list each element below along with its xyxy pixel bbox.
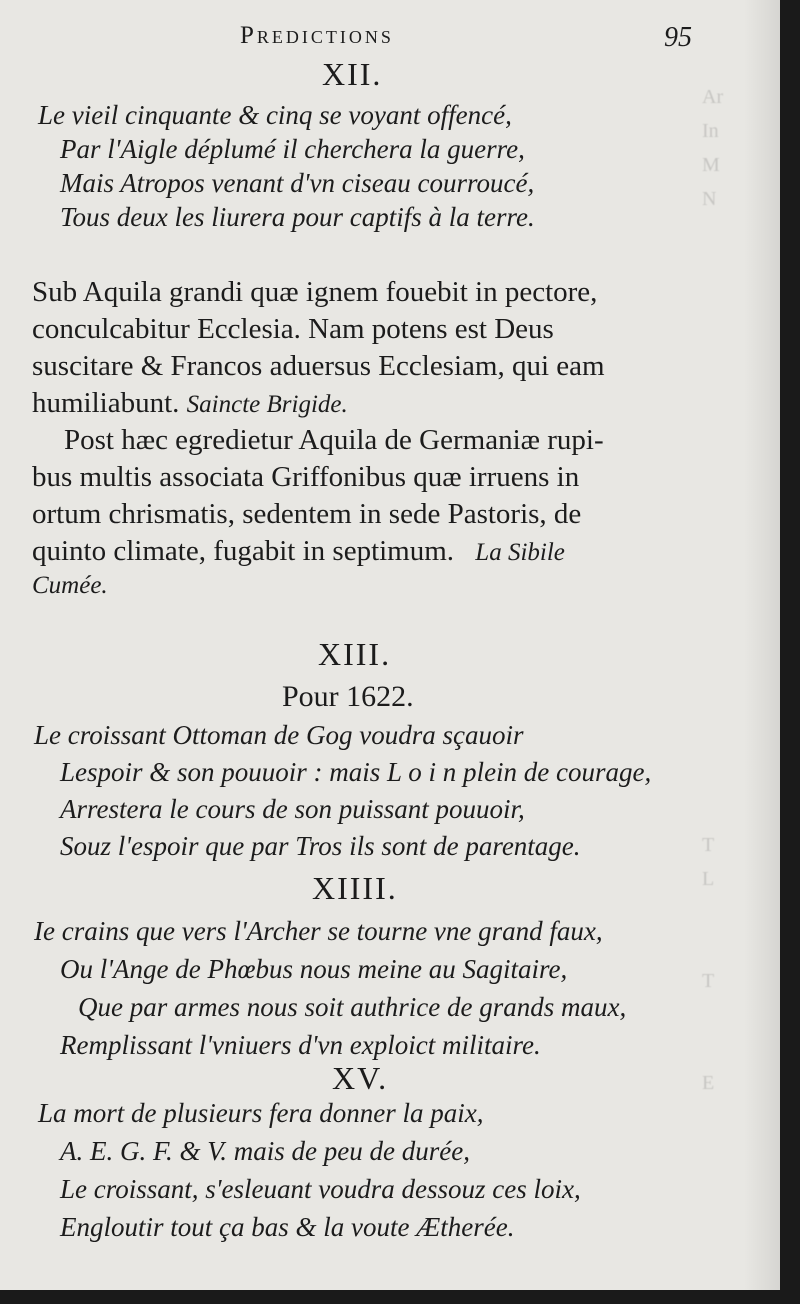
verse-line: Le vieil cinquante & cinq se voyant offencé, (38, 100, 512, 130)
attribution: Cumée. (32, 572, 108, 599)
prose-line: suscitare & Francos aduersus Ecclesiam, qui eam (32, 350, 605, 382)
attribution: Saincte Brigide. (186, 391, 348, 418)
prose-line: Sub Aquila grandi quæ ignem fouebit in pectore, (32, 276, 598, 308)
verse-line: La mort de plusieurs fera donner la paix, (38, 1098, 484, 1128)
verse-line: Remplissant l'vniuers d'vn exploict militaire. (60, 1030, 541, 1060)
verse-line: Souz l'espoir que par Tros ils sont de parentage. (60, 831, 581, 861)
prose-line: bus multis associata Griffonibus quæ irruens in (32, 461, 580, 493)
prose-line (32, 387, 348, 420)
prose-line: conculcabitur Ecclesia. Nam potens est Deus (32, 313, 554, 345)
verse-line: Le croissant, s'esleuant voudra dessouz ces loix, (60, 1174, 581, 1204)
section-numeral-xiii: XIII. (318, 636, 392, 672)
prose-line (32, 535, 565, 568)
prose-text: quinto climate, fugabit in septimum. (32, 535, 455, 567)
verse-line: Par l'Aigle déplumé il cherchera la guerre, (60, 134, 525, 164)
prose-line: Post hæc egredietur Aquila de Germaniæ rupi- (64, 424, 604, 456)
verse-line: Que par armes nous soit authrice de grands maux, (78, 992, 627, 1022)
page-header (0, 18, 780, 58)
verse-line: Ou l'Ange de Phœbus nous meine au Sagitaire, (60, 954, 568, 984)
verse-line: A. E. G. F. & V. mais de peu de durée, (60, 1136, 470, 1166)
verse-line: Lespoir & son pouuoir : mais L o i n plein de courage, (60, 757, 652, 787)
page-number: 95 (664, 22, 692, 53)
verse-line: Arrestera le cours de son puissant pouuoir, (60, 794, 525, 824)
attribution: La Sibile (475, 539, 565, 566)
section-numeral-xiiii: XIIII. (312, 870, 398, 906)
verse-line: Mais Atropos venant d'vn ciseau courroucé, (60, 168, 535, 198)
verse-line: Ie crains que vers l'Archer se tourne vne grand faux, (34, 916, 603, 946)
section-numeral-xii: XII. (322, 56, 383, 92)
prose-text: humiliabunt. (32, 387, 180, 419)
prose-line: ortum chrismatis, sedentem in sede Pastoris, de (32, 498, 582, 530)
running-head: Predictions (240, 22, 394, 49)
verse-line: Engloutir tout ça bas & la voute Ætherée. (60, 1212, 515, 1242)
year-heading: Pour 1622. (282, 680, 414, 713)
verse-line: Le croissant Ottoman de Gog voudra sçauoir (34, 720, 524, 750)
verse-line: Tous deux les liurera pour captifs à la terre. (60, 202, 535, 232)
section-numeral-xv: XV. (332, 1060, 389, 1096)
bleed-through-text: Ar In M N T L T E (702, 86, 724, 1094)
